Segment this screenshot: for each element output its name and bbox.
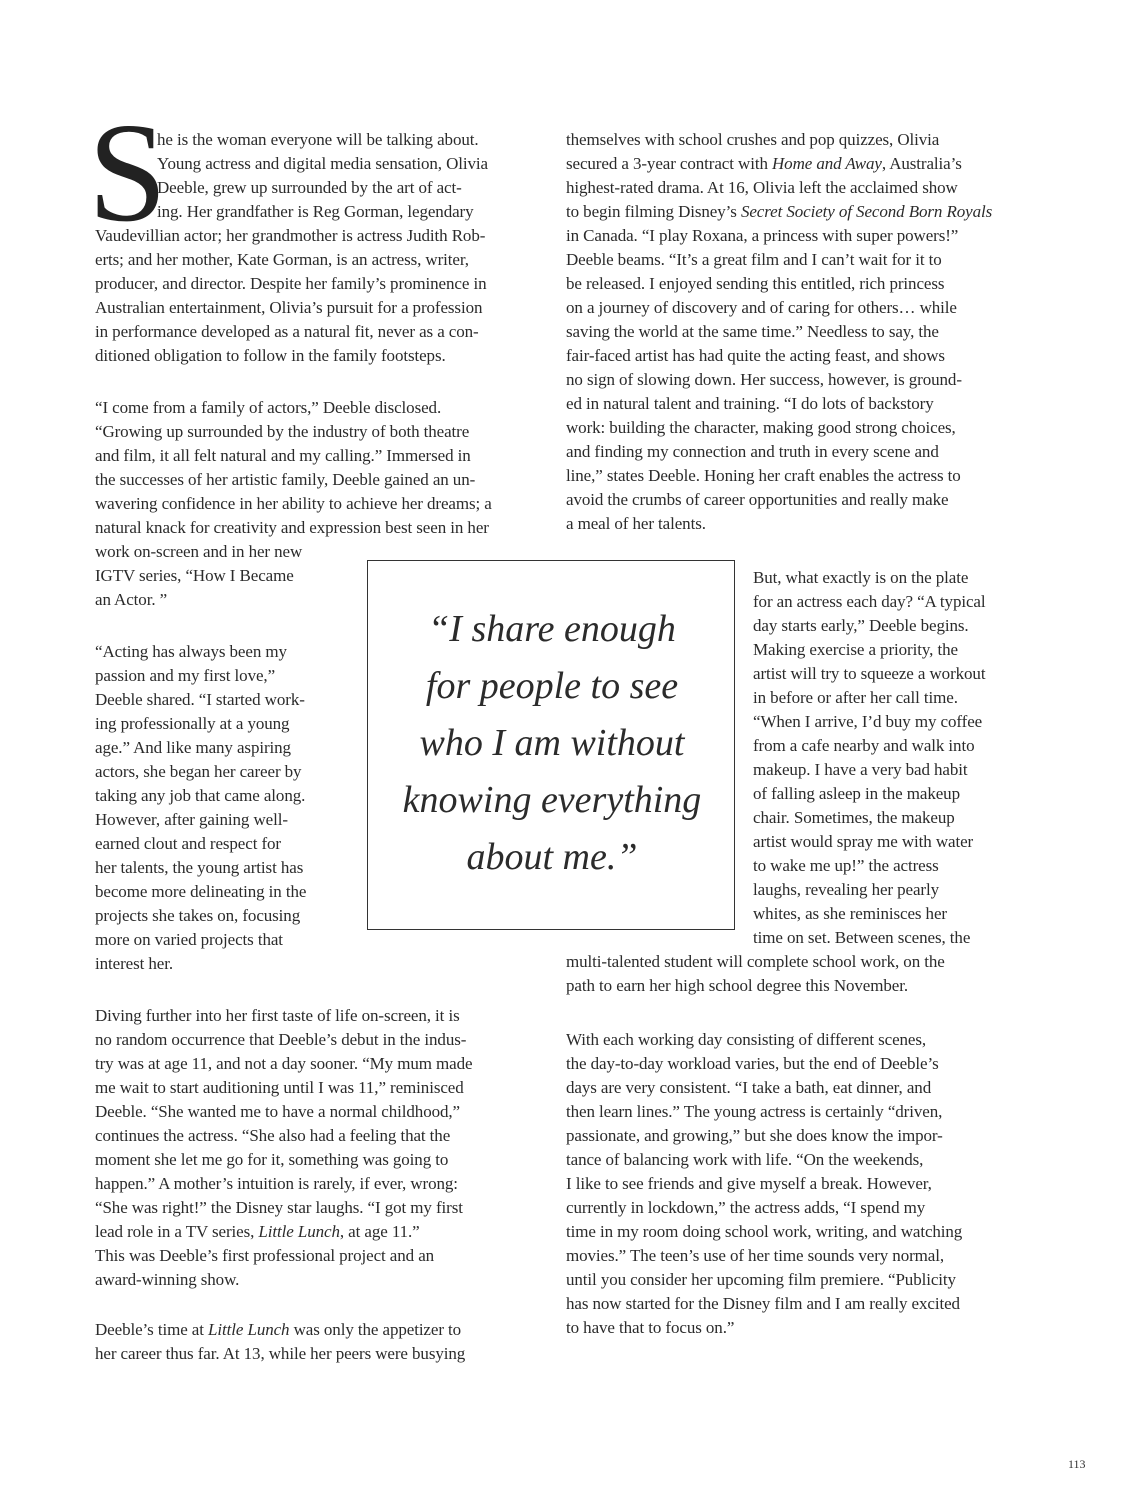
italic-title: Little Lunch	[208, 1320, 290, 1339]
text-line	[95, 1076, 464, 1100]
text-line	[95, 1100, 460, 1124]
text-line	[566, 464, 961, 488]
text-line	[753, 662, 985, 686]
italic-title: Little Lunch	[258, 1222, 340, 1241]
text-line	[95, 1172, 458, 1196]
text-line	[566, 1268, 956, 1292]
text-run: moment she let me go for it, something was going to	[95, 1150, 449, 1169]
text-line	[753, 902, 947, 926]
text-run: award-winning show.	[95, 1270, 240, 1289]
text-line	[95, 224, 485, 248]
text-line	[566, 1148, 923, 1172]
text-run: no random occurrence that Deeble’s debut in the indus-	[95, 1030, 467, 1049]
text-run: whites, as she reminisces her	[753, 904, 947, 923]
text-run: movies.” The teen’s use of her time sounds very normal,	[566, 1246, 945, 1265]
text-run: for an actress each day? “A typical	[753, 592, 986, 611]
pull-quote-line: “I share enough	[428, 608, 676, 650]
text-line	[95, 1124, 450, 1148]
text-run: Deeble. “She wanted me to have a normal childhood,”	[95, 1102, 460, 1121]
text-run: chair. Sometimes, the makeup	[753, 808, 955, 827]
text-run: ing professionally at a young	[95, 714, 290, 733]
text-run: Young actress and digital media sensation, Olivia	[157, 154, 488, 173]
text-run: Vaudevillian actor; her grandmother is actress Judith Rob-	[95, 226, 486, 245]
text-line	[753, 854, 939, 878]
text-line	[95, 928, 283, 952]
text-line	[566, 488, 948, 512]
text-run: ditioned obligation to follow in the family footsteps.	[95, 346, 446, 365]
text-run: a meal of her talents.	[566, 514, 706, 533]
text-line	[95, 856, 303, 880]
text-line	[95, 396, 441, 420]
text-run: secured a 3-year contract with	[566, 154, 772, 173]
text-line	[95, 296, 482, 320]
text-run: But, what exactly is on the plate	[753, 568, 969, 587]
text-run: “Acting has always been my	[95, 642, 287, 661]
text-run: Diving further into her first taste of life on-screen, it is	[95, 1006, 460, 1025]
pull-quote-box	[367, 560, 735, 930]
text-line	[95, 468, 475, 492]
text-line	[95, 1342, 465, 1366]
text-run: then learn lines.” The young actress is certainly “driven,	[566, 1102, 943, 1121]
text-line	[753, 710, 982, 734]
text-run: lead role in a TV series,	[95, 1222, 259, 1241]
text-line	[157, 200, 474, 224]
page-number: 113	[1068, 1457, 1086, 1471]
text-line	[753, 758, 968, 782]
text-run: in before or after her call time.	[753, 688, 958, 707]
text-line	[566, 1100, 942, 1124]
text-run: the day-to-day workload varies, but the end of Deeble’s	[566, 1054, 939, 1073]
text-run: avoid the crumbs of career opportunities and really make	[566, 490, 949, 509]
text-run: taking any job that came along.	[95, 786, 306, 805]
text-run: I like to see friends and give myself a break. However,	[566, 1174, 932, 1193]
text-run: This was Deeble’s first professional project and an	[95, 1246, 435, 1265]
text-run: more on varied projects that	[95, 930, 283, 949]
text-run: from a cafe nearby and walk into	[753, 736, 975, 755]
text-line	[566, 1196, 925, 1220]
text-run: interest her.	[95, 954, 174, 973]
text-line	[566, 1028, 926, 1052]
text-line	[566, 1124, 943, 1148]
text-line	[95, 540, 302, 564]
text-line	[566, 152, 962, 176]
text-run: currently in lockdown,” the actress adds, “I spend my	[566, 1198, 926, 1217]
text-line	[566, 1076, 931, 1100]
text-run: line,” states Deeble. Honing her craft enables the actress to	[566, 466, 961, 485]
text-line	[753, 686, 958, 710]
text-run: projects she takes on, focusing	[95, 906, 301, 925]
text-run: her talents, the young artist has	[95, 858, 304, 877]
text-run: actors, she began her career by	[95, 762, 302, 781]
text-line	[566, 176, 958, 200]
text-run: ed in natural talent and training. “I do lots of backstory	[566, 394, 934, 413]
text-run: in performance developed as a natural fit, never as a con-	[95, 322, 479, 341]
text-run: laughs, revealing her pearly	[753, 880, 940, 899]
text-run: However, after gaining well-	[95, 810, 288, 829]
text-run: wavering confidence in her ability to achieve her dreams; a	[95, 494, 492, 513]
text-line	[753, 830, 973, 854]
text-run: artist would spray me with water	[753, 832, 974, 851]
text-line	[95, 1220, 420, 1244]
text-line	[566, 296, 957, 320]
text-line	[95, 712, 289, 736]
text-run: Deeble’s time at	[95, 1320, 209, 1339]
text-run: IGTV series, “How I Became	[95, 566, 294, 585]
text-line	[566, 1052, 939, 1076]
text-run: on a journey of discovery and of caring for others… while	[566, 298, 957, 317]
text-run: until you consider her upcoming film premiere. “Publicity	[566, 1270, 956, 1289]
text-line	[566, 1292, 960, 1316]
text-run: and finding my connection and truth in every scene and	[566, 442, 939, 461]
text-line	[95, 1148, 448, 1172]
text-line	[95, 880, 306, 904]
text-line	[95, 1004, 460, 1028]
text-line	[95, 832, 281, 856]
text-run: work on-screen and in her new	[95, 542, 303, 561]
text-run: ing. Her grandfather is Reg Gorman, legendary	[157, 202, 474, 221]
pull-quote-line: who I am without	[419, 722, 685, 764]
text-line	[566, 974, 908, 998]
text-run: work: building the character, making good strong choices,	[566, 418, 956, 437]
text-run: Making exercise a priority, the	[753, 640, 958, 659]
text-line	[95, 248, 469, 272]
text-line	[95, 1028, 466, 1052]
text-line	[95, 344, 446, 368]
text-run: her career thus far. At 13, while her peers were busying	[95, 1344, 466, 1363]
italic-title: Secret Society of Second Born Royals	[740, 202, 993, 221]
text-run: become more delineating in the	[95, 882, 307, 901]
text-run: continues the actress. “She also had a feeling that the	[95, 1126, 451, 1145]
text-run: be released. I enjoyed sending this entitled, rich princess	[566, 274, 945, 293]
text-run: path to earn her high school degree this November.	[566, 976, 908, 995]
text-line	[566, 950, 945, 974]
text-line	[95, 904, 300, 928]
text-line	[95, 952, 173, 976]
text-run: With each working day consisting of different scenes,	[566, 1030, 927, 1049]
text-run: earned clout and respect for	[95, 834, 281, 853]
text-line	[95, 808, 288, 832]
drop-cap: S	[88, 93, 167, 251]
text-line	[95, 688, 305, 712]
text-run: passionate, and growing,” but she does know the impor-	[566, 1126, 943, 1145]
text-line	[566, 248, 942, 272]
text-run: themselves with school crushes and pop quizzes, Olivia	[566, 130, 940, 149]
text-run: , at age 11.”	[339, 1222, 420, 1241]
text-run: try was at age 11, and not a day sooner. “My mum made	[95, 1054, 473, 1073]
text-line	[95, 1268, 239, 1292]
pull-quote-line: for people to see	[425, 665, 679, 707]
text-line	[753, 806, 955, 830]
text-run: , Australia’s	[881, 154, 962, 173]
text-line	[95, 784, 305, 808]
text-line	[157, 128, 479, 152]
text-line	[95, 588, 167, 612]
text-line	[753, 734, 974, 758]
text-run: passion and my first love,”	[95, 666, 276, 685]
text-run: has now started for the Disney film and I am really excited	[566, 1294, 960, 1313]
text-run: no sign of slowing down. Her success, however, is ground-	[566, 370, 962, 389]
text-run: and film, it all felt natural and my calling.” Immersed in	[95, 446, 471, 465]
text-run: to wake me up!” the actress	[753, 856, 939, 875]
text-line	[753, 614, 969, 638]
text-run: saving the world at the same time.” Needless to say, the	[566, 322, 939, 341]
text-run: happen.” A mother’s intuition is rarely, if ever, wrong:	[95, 1174, 458, 1193]
text-run: in Canada. “I play Roxana, a princess with super powers!”	[566, 226, 959, 245]
text-run: artist will try to squeeze a workout	[753, 664, 986, 683]
text-line	[566, 440, 939, 464]
text-line	[95, 272, 486, 296]
text-line	[753, 638, 958, 662]
text-line	[566, 416, 956, 440]
text-run: day starts early,” Deeble begins.	[753, 616, 969, 635]
text-run: he is the woman everyone will be talking about.	[157, 130, 479, 149]
text-run: fair-faced artist has had quite the acting feast, and shows	[566, 346, 945, 365]
text-line	[566, 1316, 734, 1340]
text-line	[566, 200, 992, 224]
text-line	[95, 736, 291, 760]
text-run: producer, and director. Despite her family’s prominence in	[95, 274, 487, 293]
text-line	[566, 344, 945, 368]
text-line	[753, 782, 960, 806]
text-run: tance of balancing work with life. “On the weekends,	[566, 1150, 924, 1169]
text-run: “I come from a family of actors,” Deeble disclosed.	[95, 398, 442, 417]
text-run: time in my room doing school work, writing, and watching	[566, 1222, 963, 1241]
text-line	[95, 640, 287, 664]
text-line	[566, 1220, 962, 1244]
text-run: “When I arrive, I’d buy my coffee	[753, 712, 983, 731]
text-line	[95, 444, 471, 468]
text-line	[566, 512, 706, 536]
text-line	[95, 492, 492, 516]
text-line	[95, 1052, 472, 1076]
italic-title: Home and Away	[772, 154, 882, 173]
text-run: natural knack for creativity and expression best seen in her	[95, 518, 489, 537]
text-run: to begin filming Disney’s	[566, 202, 741, 221]
text-line	[566, 1244, 944, 1268]
text-line	[566, 272, 944, 296]
text-run: Australian entertainment, Olivia’s pursuit for a profession	[95, 298, 483, 317]
text-line	[566, 1172, 932, 1196]
text-run: me wait to start auditioning until I was 11,” reminisced	[95, 1078, 464, 1097]
text-run: erts; and her mother, Kate Gorman, is an actress, writer,	[95, 250, 469, 269]
text-line	[753, 590, 986, 614]
text-run: of falling asleep in the makeup	[753, 784, 960, 803]
text-line	[95, 320, 479, 344]
text-line	[157, 152, 488, 176]
text-line	[95, 1196, 463, 1220]
text-run: “She was right!” the Disney star laughs. “I got my first	[95, 1198, 463, 1217]
text-line	[566, 368, 962, 392]
text-run: time on set. Between scenes, the	[753, 928, 971, 947]
text-line	[566, 224, 958, 248]
text-line	[95, 1244, 434, 1268]
text-line	[753, 926, 970, 950]
text-line	[95, 664, 275, 688]
text-run: was only the appetizer to	[289, 1320, 462, 1339]
text-run: Deeble, grew up surrounded by the art of act-	[157, 178, 462, 197]
text-run: makeup. I have a very bad habit	[753, 760, 968, 779]
text-line	[753, 878, 939, 902]
text-line	[95, 760, 301, 784]
text-line	[566, 392, 934, 416]
text-run: age.” And like many aspiring	[95, 738, 291, 757]
text-run: multi-talented student will complete school work, on the	[566, 952, 945, 971]
pull-quote-line: about me.”	[466, 836, 638, 878]
text-run: the successes of her artistic family, Deeble gained an un-	[95, 470, 476, 489]
text-run: to have that to focus on.”	[566, 1318, 735, 1337]
text-line	[95, 1318, 461, 1342]
text-run: “Growing up surrounded by the industry of both theatre	[95, 422, 470, 441]
text-run: Deeble shared. “I started work-	[95, 690, 305, 709]
text-line	[95, 420, 469, 444]
text-line	[753, 566, 968, 590]
text-line	[95, 564, 294, 588]
text-line	[157, 176, 462, 200]
text-run: highest-rated drama. At 16, Olivia left the acclaimed show	[566, 178, 958, 197]
text-line	[566, 320, 939, 344]
text-line	[566, 128, 939, 152]
text-run: an Actor. ”	[95, 590, 168, 609]
pull-quote-line: knowing everything	[402, 779, 702, 821]
text-line	[95, 516, 489, 540]
text-run: Deeble beams. “It’s a great film and I can’t wait for it to	[566, 250, 942, 269]
text-run: days are very consistent. “I take a bath, eat dinner, and	[566, 1078, 932, 1097]
